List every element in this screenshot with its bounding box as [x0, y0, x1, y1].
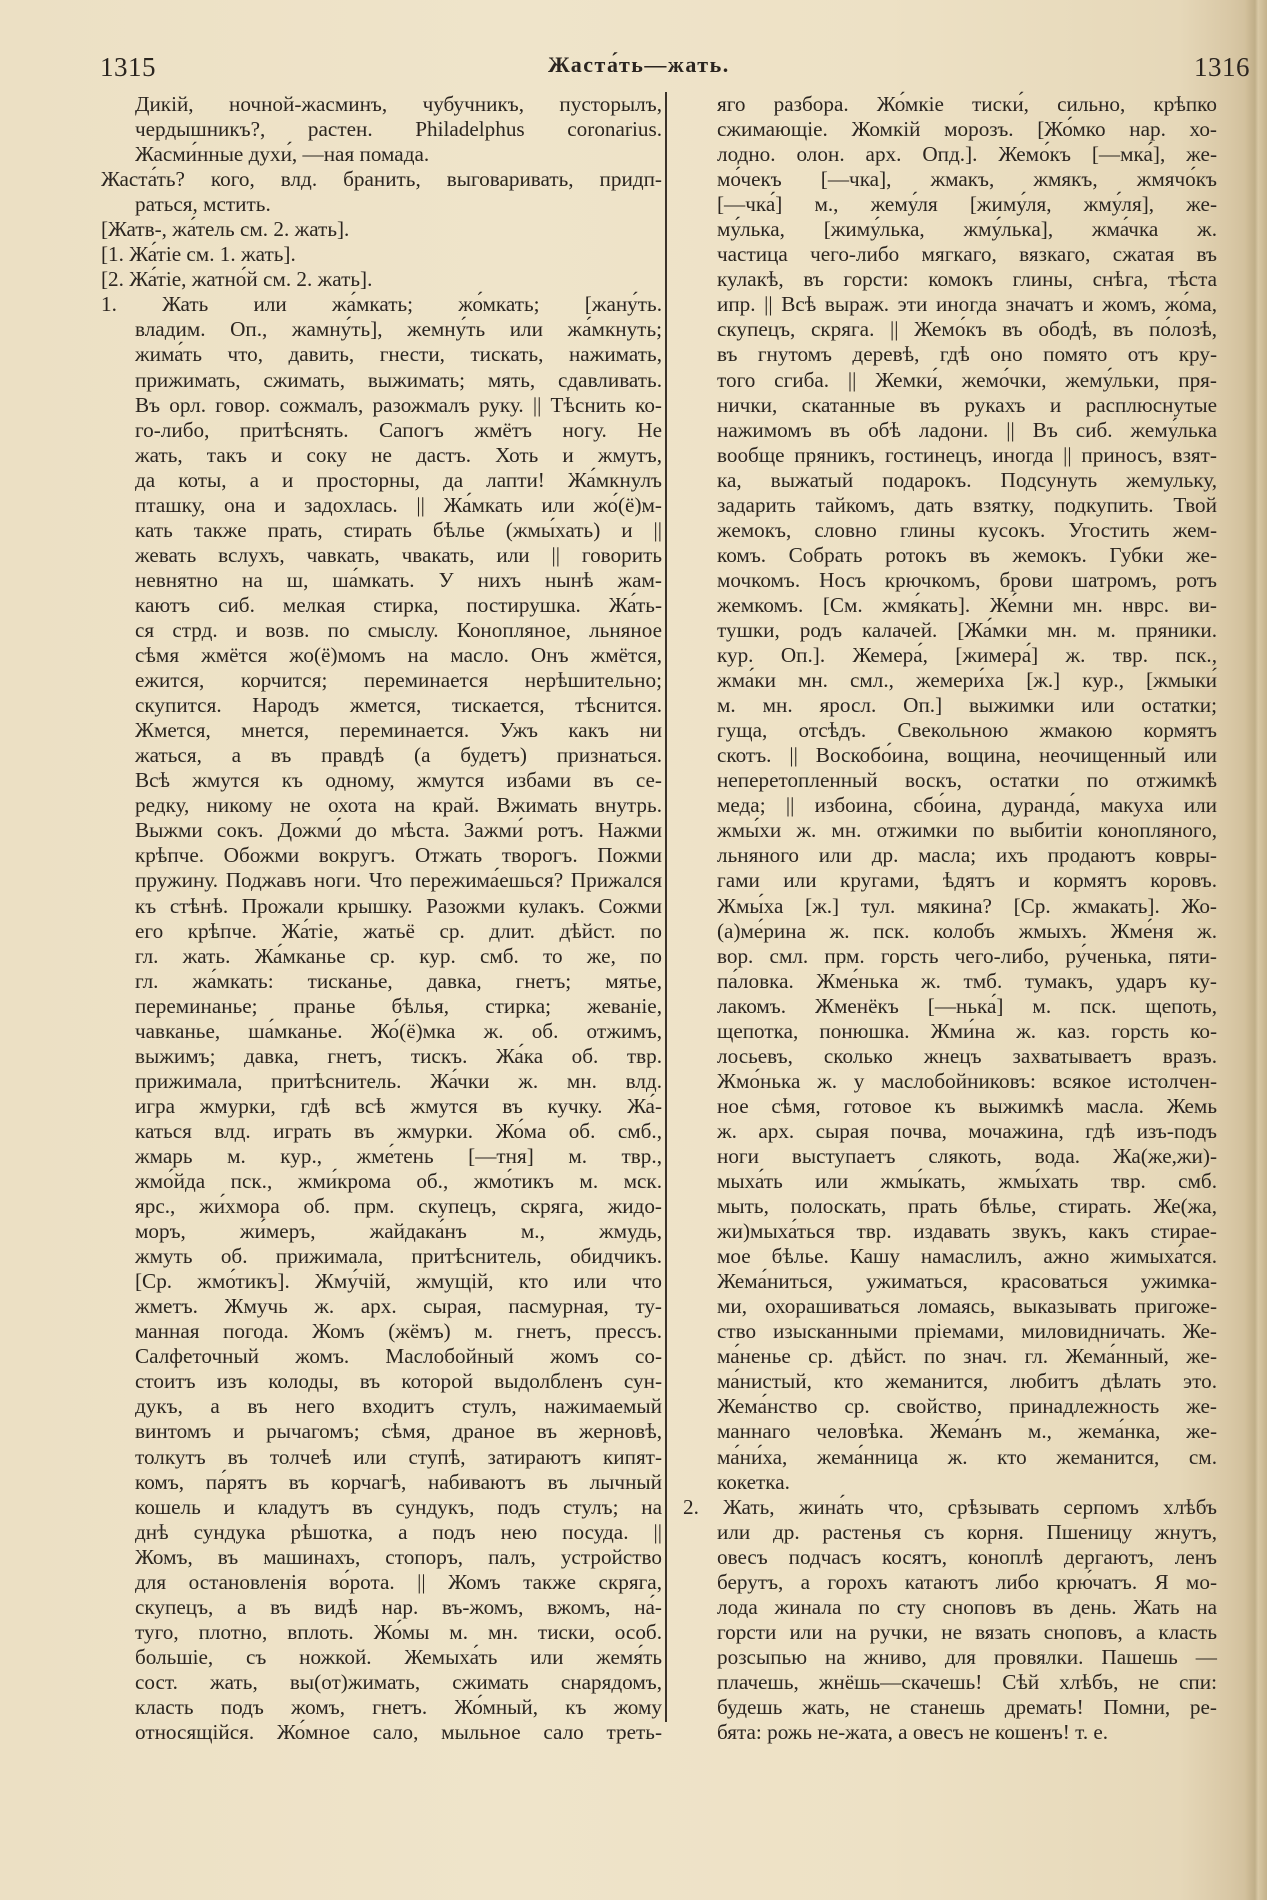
- text-line: туго, плотно, вплоть. Жо́мы м. мн. тиски, особ.: [135, 1619, 662, 1644]
- text-line: лакомъ. Жменёкъ [—нька́] м. пск. щепоть,: [717, 993, 1217, 1018]
- text-line: Всѣ жмутся къ одному, жмутся избами въ се-: [135, 768, 662, 793]
- text-line: мочкомъ. Носъ крючкомъ, брови шатромъ, ротъ: [717, 567, 1217, 592]
- text-line: его крѣпче. Жа́тіе, жатьё ср. длит. дѣйст. по: [135, 918, 662, 943]
- text-line: каться влд. играть въ жмурки. Жо́ма об. смб.,: [135, 1118, 662, 1143]
- column-divider: [665, 92, 667, 1722]
- text-line: ное сѣмя, готовое къ выжимкѣ масла. Жемь: [717, 1093, 1217, 1118]
- text-line: манная погода. Жомъ (жёмъ) м. гнетъ, прессъ.: [135, 1319, 662, 1344]
- text-line: или др. растенья съ корня. Пшеницу жнутъ,: [717, 1519, 1217, 1544]
- text-line: жмарь м. кур., жме́тень [—тня] м. твр.,: [135, 1143, 662, 1168]
- text-line: игра жмурки, гдѣ всѣ жмутся въ кучку. Жа́-: [135, 1093, 662, 1118]
- text-line: кур. Оп.]. Жемера́, [жимера́] ж. твр. пск.,: [717, 643, 1217, 668]
- text-line: жмо́йда пск., жми́крома об., жмо́тикъ м. мск.: [135, 1169, 662, 1194]
- text-line: жемкомъ. [См. жмя́кать]. Же́мни мн. нврс. ви-: [717, 592, 1217, 617]
- text-line: Выжми сокъ. Дожми́ до мѣста. Зажми́ ротъ. Нажми: [135, 818, 662, 843]
- text-line: вообще пряникъ, гостинецъ, иногда || приносъ, взят-: [717, 442, 1217, 467]
- text-line: Жаста́ть? кого, влд. бранить, выговаривать, придп-: [101, 167, 662, 192]
- text-line: класть подъ жомъ, гнетъ. Жо́мный, къ жому: [135, 1695, 662, 1719]
- text-line: (а)ме́рина ж. пск. колобъ жмыхъ. Жме́ня ж.: [717, 918, 1217, 943]
- text-line: 2. Жать, жина́ть что, срѣзывать серпомъ хлѣбъ: [683, 1494, 1217, 1519]
- text-line: Въ орл. говор. сожмалъ, разожмалъ руку. || Тѣснить ко-: [135, 392, 662, 417]
- left-page-number: 1315: [100, 52, 156, 82]
- text-line: частица чего-либо мягкаго, вязкаго, сжатая въ: [717, 242, 1217, 267]
- text-line: кокетка.: [717, 1469, 790, 1494]
- text-line: [Ср. жмо́тикъ]. Жму́чій, жмущій, кто или что: [135, 1269, 662, 1294]
- text-line: толкутъ въ толчеѣ или ступѣ, затираютъ кипят-: [135, 1444, 662, 1469]
- text-line: 1. Жать или жа́мкать; жо́мкать; [жану́ть.: [101, 292, 662, 317]
- text-line: относящійся. Жо́мное сало, мыльное сало треть-: [135, 1720, 662, 1745]
- left-column: [101, 92, 662, 1745]
- text-line: меда; || избоина, сбо́ина, дуранда́, макуха или: [717, 793, 1217, 818]
- text-line: го-либо, притѣснять. Сапогъ жмётъ ногу. Не: [135, 417, 662, 442]
- text-line: ма́ни́ха, жема́нница ж. кто жеманится, см.: [717, 1444, 1217, 1469]
- text-line: моръ, жи́меръ, жайдака́нъ м., жмудь,: [135, 1219, 662, 1244]
- text-line: выжимъ; давка, гнетъ, тискъ. Жа́ка об. твр.: [135, 1043, 662, 1068]
- text-line: гл. жа́мкать: тисканье, давка, гнетъ; мятье,: [135, 968, 662, 993]
- text-line: ипр. || Всѣ выраж. эти иногда значатъ и жомъ, жо́ма,: [717, 292, 1217, 317]
- text-line: комъ. Собрать ротокъ въ жемокъ. Губки же-: [717, 542, 1217, 567]
- text-line: Жмо́нька ж. у маслобойниковъ: всякое истолчен-: [717, 1068, 1217, 1093]
- text-line: Салфеточный жомъ. Маслобойный жомъ со-: [135, 1344, 662, 1369]
- text-line: прижимать, сжимать, выжимать; мять, сдавливать.: [135, 367, 662, 392]
- text-line: сжимающіе. Жомкій морозъ. [Жо́мко нар. хо-: [717, 117, 1217, 142]
- text-line: въ гнутомъ деревѣ, гдѣ оно помято отъ кру-: [717, 342, 1217, 367]
- text-line: Жмы́ха [ж.] тул. мякина? [Ср. жмакать]. Жо-: [717, 893, 1217, 918]
- text-line: гуща, отсѣдъ. Свекольною жмакою кормятъ: [717, 718, 1217, 743]
- text-line: лода жинала по сту сноповъ въ день. Жать на: [717, 1594, 1217, 1619]
- text-line: редку, никому не охота на край. Вжимать внутрь.: [135, 793, 662, 818]
- text-line: жма́ки мн. смл., жемери́ха [ж.] кур., [жмыки́: [717, 668, 1217, 693]
- text-line: ство изысканными пріемами, миловидничать. Же-: [717, 1319, 1217, 1344]
- text-line: яго разбора. Жо́мкіе тиски́, сильно, крѣпко: [717, 92, 1217, 116]
- text-line: [1. Жа́тіе см. 1. жать].: [101, 242, 296, 267]
- text-line: Жасми́нные духи́, —ная помада.: [135, 142, 430, 167]
- text-line: днѣ сундука рѣшотка, а подъ нею посуда. ||: [135, 1519, 662, 1544]
- text-line: мо́чекъ [—чка], жмакъ, жмякъ, жмячо́къ: [717, 167, 1217, 192]
- text-line: [—чка́] м., жему́ля [жиму́ля, жму́ля], же-: [717, 192, 1217, 217]
- text-line: чавканье, ша́мканье. Жо́(ё)мка ж. об. отжимъ,: [135, 1018, 662, 1043]
- text-line: да коты, а и просторны, да лапти! Жа́мкнулъ: [135, 467, 662, 492]
- text-line: для остановленія во́рота. || Жомъ также скряга,: [135, 1569, 662, 1594]
- text-line: ежится, корчится; переминается нерѣшительно;: [135, 668, 662, 693]
- text-line: льняного или др. масла; ихъ продаютъ ковры-: [717, 843, 1217, 868]
- text-line: [Жатв-, жа́тель см. 2. жать].: [101, 217, 350, 242]
- text-line: чердышникъ?, растен. Philadelphus coronarius.: [135, 117, 662, 142]
- text-line: скупецъ, скряга. || Жемо́къ въ ободѣ, въ по́лозѣ,: [717, 317, 1217, 342]
- text-line: ми, охорашиваться ломаясь, выказывать пригоже-: [717, 1294, 1217, 1319]
- text-line: Жема́нство ср. свойство, принадлежность же-: [717, 1394, 1217, 1419]
- text-line: овесъ подчасъ косятъ, коноплѣ дергаютъ, ленъ: [717, 1544, 1217, 1569]
- text-line: переминанье; пранье бѣлья, стирка; жеваніе,: [135, 993, 662, 1018]
- text-line: комъ, па́рятъ въ корчагѣ, набиваютъ въ лычный: [135, 1469, 662, 1494]
- right-column: [683, 92, 1217, 1745]
- text-line: жаться, а въ правдѣ (а будетъ) признаться.: [135, 743, 662, 768]
- text-line: ж. арх. сырая почва, мочажина, гдѣ изъ-подъ: [717, 1118, 1217, 1143]
- text-line: владим. Оп., жамну́ть], жемну́ть или жа́мкнуть;: [135, 317, 662, 342]
- text-line: мыть, полоскать, прать бѣлье, стирать. Же(жа,: [717, 1194, 1217, 1219]
- text-line: ка, выжатый подарокъ. Подсунуть жемульку,: [717, 467, 1217, 492]
- text-line: каютъ сиб. мелкая стирка, постирушка. Жа́ть-: [135, 592, 662, 617]
- text-line: Жомъ, въ машинахъ, стопоръ, палъ, устройство: [135, 1544, 662, 1569]
- text-line: мыха́ть или жмы́кать, жмы́хать твр. смб.: [717, 1169, 1217, 1194]
- text-line: тушки, родъ калачей. [Жа́мки мн. м. пряники.: [717, 617, 1217, 642]
- text-line: винтомъ и рычагомъ; сѣмя, драное въ жерновѣ,: [135, 1419, 662, 1444]
- text-line: м. мн. яросл. Оп.] выжимки или остатки;: [717, 693, 1217, 718]
- text-line: лодно. олон. арх. Опд.]. Жемо́къ [—мка́], же-: [717, 142, 1217, 167]
- text-line: прижимала, притѣснитель. Жа́чки ж. мн. влд.: [135, 1068, 662, 1093]
- text-line: будешь жать, не станешь дремать! Помни, ре-: [717, 1695, 1217, 1719]
- text-line: Жмется, мнется, переминается. Ужъ какъ ни: [135, 718, 662, 743]
- text-line: нички, скатанные въ рукахъ и расплюснутые: [717, 392, 1217, 417]
- text-line: горсти или на ручки, не вязать сноповъ, а класть: [717, 1619, 1217, 1644]
- text-line: кулакѣ, въ горсти: комокъ глины, снѣга, тѣста: [717, 267, 1217, 292]
- text-line: жима́ть что, давить, гнести, тискать, нажимать,: [135, 342, 662, 367]
- text-line: жи)мыха́ться твр. издавать звукъ, какъ стирае-: [717, 1219, 1217, 1244]
- text-line: жемокъ, словно глины кусокъ. Угостить жем-: [717, 517, 1217, 542]
- text-line: лосьевъ, сколько жнецъ захватываетъ вразъ.: [717, 1043, 1217, 1068]
- text-line: гл. жать. Жа́мканье ср. кур. смб. то же, по: [135, 943, 662, 968]
- text-line: жать, такъ и соку не дастъ. Хоть и жмутъ,: [135, 442, 662, 467]
- text-line: розсыпью на жниво, для провялки. Пашешь —: [717, 1644, 1217, 1669]
- text-line: пружину. Поджавъ ноги. Что пережима́ешься? Прижался: [135, 868, 662, 893]
- text-line: берутъ, а горохъ катаютъ либо крю́чатъ. Я мо-: [717, 1569, 1217, 1594]
- text-line: невнятно на ш, ша́мкать. У нихъ нынѣ жам-: [135, 567, 662, 592]
- text-line: скупится. Народъ жмется, тискается, тѣснится.: [135, 693, 662, 718]
- text-line: мое бѣлье. Кашу намаслилъ, ажно жимыха́тся.: [717, 1244, 1217, 1269]
- text-line: большіе, съ ножкой. Жемыха́ть или жемя́ть: [135, 1644, 662, 1669]
- text-line: неперетопленный воскъ, остатки по отжимкѣ: [717, 768, 1217, 793]
- text-line: жевать вслухъ, чавкать, чвакать, или || говорить: [135, 542, 662, 567]
- book-binding-edge: [1245, 0, 1267, 1900]
- text-line: Дикій, ночной-жасминъ, чубучникъ, пусторылъ,: [135, 92, 662, 116]
- text-line: Жема́ниться, ужиматься, красоваться ужимка-: [717, 1269, 1217, 1294]
- text-line: сост. жать, вы(от)жимать, сжимать снарядомъ,: [135, 1669, 662, 1694]
- text-line: раться, мстить.: [135, 192, 271, 217]
- text-line: ярс., жи́хмора об. прм. скупецъ, скряга, жидо-: [135, 1194, 662, 1219]
- text-line: сѣмя жмётся жо(ё)момъ на масло. Онъ жмётся,: [135, 643, 662, 668]
- text-line: му́лька, [жиму́лька, жму́лька], жма́чка ж.: [717, 217, 1217, 242]
- text-line: жмуть об. прижимала, притѣснитель, обидчикъ.: [135, 1244, 662, 1269]
- text-line: ма́нистый, кто жеманится, любитъ дѣлать это.: [717, 1369, 1217, 1394]
- text-line: того сгиба. || Жемки́, жемо́чки, жему́льки, пря-: [717, 367, 1217, 392]
- text-line: па́ловка. Жме́нька ж. тмб. тумакъ, ударъ ку-: [717, 968, 1217, 993]
- text-line: жмы́хи ж. мн. отжимки по выбитіи конопляного,: [717, 818, 1217, 843]
- text-line: къ стѣнѣ. Прожали крышку. Разожми кулакъ. Сожми: [135, 893, 662, 918]
- text-line: кошель и кладутъ въ сундукъ, подъ стулъ; на: [135, 1494, 662, 1519]
- text-line: вор. смл. прм. горсть чего-либо, ру́ченька, пяти-: [717, 943, 1217, 968]
- text-line: ся стрд. и возв. по смыслу. Конопляное, льняное: [135, 617, 662, 642]
- text-line: жметъ. Жмучь ж. арх. сырая, пасмурная, ту-: [135, 1294, 662, 1319]
- text-line: пташку, она и задохлась. || Жа́мкать или жо́(ё)м-: [135, 492, 662, 517]
- text-line: плачешь, жнёшь—скачешь! Сѣй хлѣбъ, не спи:: [717, 1669, 1217, 1694]
- right-page-number: 1316: [1194, 52, 1250, 82]
- text-line: ма́ненье ср. дѣйст. по знач. гл. Жема́нный, же-: [717, 1344, 1217, 1369]
- text-line: скупецъ, а въ видѣ нар. въ-жомъ, вжомъ, на́-: [135, 1594, 662, 1619]
- text-line: маннаго человѣка. Жема́нъ м., жема́нка, же-: [717, 1419, 1217, 1444]
- text-line: гами или кругами, ѣдятъ и кормятъ коровъ.: [717, 868, 1217, 893]
- text-line: скотъ. || Воскобо́ина, вощина, неочищенный или: [717, 743, 1217, 768]
- text-line: бята: рожь не-жата, а овесъ не кошенъ! т. е.: [717, 1720, 1109, 1745]
- text-line: стоитъ изъ колоды, въ которой выдолбленъ сун-: [135, 1369, 662, 1394]
- text-line: нажимомъ въ обѣ ладони. || Въ сиб. жему́лька: [717, 417, 1217, 442]
- text-line: задарить тайкомъ, дать взятку, подкупить. Твой: [717, 492, 1217, 517]
- text-line: щепотка, понюшка. Жми́на ж. каз. горсть ко-: [717, 1018, 1217, 1043]
- text-line: [2. Жа́тіе, жатно́й см. 2. жать].: [101, 267, 373, 292]
- text-line: крѣпче. Обожми вокругъ. Отжать творогъ. Пожми: [135, 843, 662, 868]
- text-line: ноги выступаетъ слякоть, вода. Жа(же,жи)-: [717, 1143, 1217, 1168]
- text-line: дукъ, а въ него входитъ стулъ, нажимаемый: [135, 1394, 662, 1419]
- running-head: Жаста́ть—жать.: [548, 52, 730, 77]
- text-line: кать также прать, стирать бѣлье (жмы́хать) и ||: [135, 517, 662, 542]
